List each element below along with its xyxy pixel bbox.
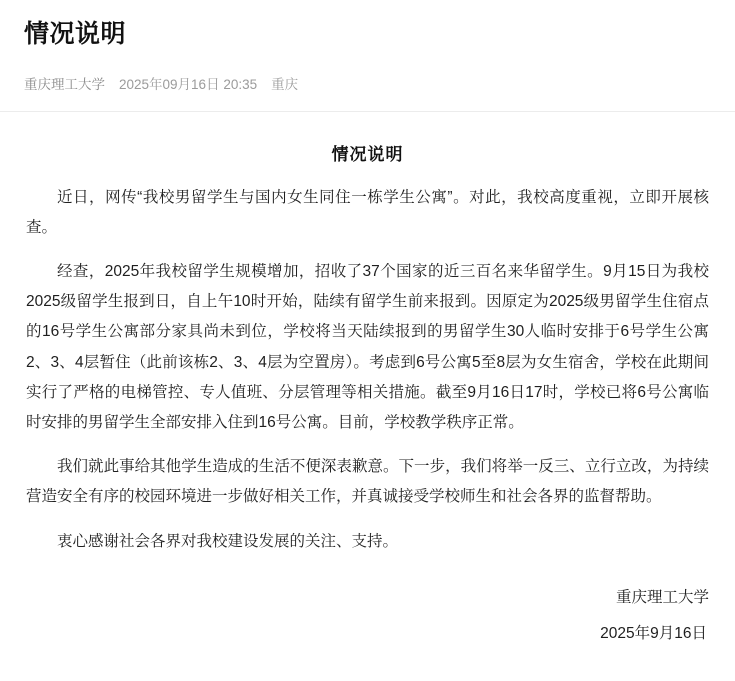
paragraph-2: 经查，2025年我校留学生规模增加，招收了37个国家的近三百名来华留学生。9月15日为我校2025级留学生报到日，自上午10时开始，陆续有留学生前来报到。因原定为2025级男留学生住宿点的16号学生公寓部分家具尚未到位，学校将当天陆续报到的男留学生30人临时安排于6号学生公寓2、3、4层暂住（此前该栋2、3、4层为空置房）。考虑到6号公寓5至8层为女生宿舍，学校在此期间实行了严格的电梯管控、专人值班、分层管理等相关措施。截至9月16日17时，学校已将6号公寓临时安排的男留学生全部安排入住到16号公寓。目前，学校教学秩序正常。: [26, 262, 709, 432]
article-timestamp: 2025年09月16日 20:35: [119, 76, 258, 92]
article-header: [0, 0, 735, 111]
article-body: [0, 140, 735, 650]
paragraph-1: 近日，网传“我校男留学生与国内女生同住一栋学生公寓”。对此，我校高度重视，立即开展核查。: [26, 188, 709, 236]
article-source: 重庆理工大学: [24, 76, 105, 92]
page-title: 情况说明: [24, 20, 127, 48]
signature-organization: 重庆理工大学: [615, 588, 709, 606]
paragraph-3: 我们就此事给其他学生造成的生活不便深表歉意。下一步，我们将举一反三、立行立改，为持续营造安全有序的校园环境进一步做好相关工作，并真诚接受学校师生和社会各界的监督帮助。: [26, 458, 709, 506]
paragraph-4: 衷心感谢社会各界对我校建设发展的关注、支持。: [57, 532, 399, 550]
header-divider: [0, 111, 735, 112]
signature-date: 2025年9月16日: [600, 625, 707, 643]
document-title: 情况说明: [331, 144, 404, 164]
article-location: 重庆: [271, 76, 299, 92]
article-meta: [24, 73, 711, 111]
